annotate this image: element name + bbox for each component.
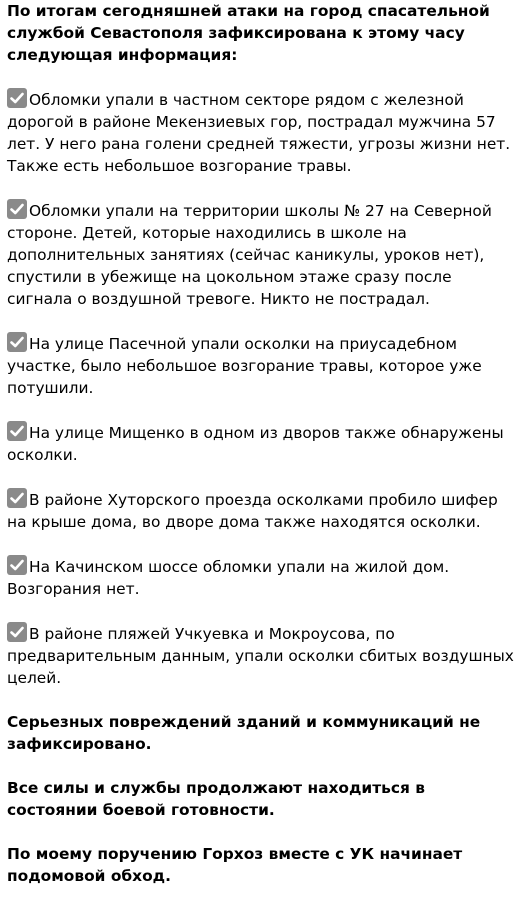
check-mark-icon (7, 488, 27, 508)
list-item (7, 421, 515, 466)
summary-damage: Серьезных повреждений зданий и коммуникаций не зафиксировано. (7, 713, 481, 753)
item-list (7, 88, 515, 689)
check-mark-icon (7, 88, 27, 108)
check-mark-icon (7, 622, 27, 642)
list-item (7, 88, 515, 177)
check-mark-icon (7, 555, 27, 575)
list-item (7, 199, 515, 310)
intro-paragraph: По итогам сегодняшней атаки на город спасательной службой Севастополя зафиксирована к этому часу следующая информация: (7, 2, 490, 64)
list-item-text: На Качинском шоссе обломки упали на жилой дом. Возгорания нет. (7, 558, 450, 598)
list-item-text: Обломки упали на территории школы № 27 на Северной стороне. Детей, которые находились в школе на дополнительных занятиях (сейчас каникулы, уроков нет), спустили в убежище на цокольном этаже сразу после сигнала о воздушной тревоге. Никто не пострадал. (7, 202, 492, 308)
list-item (7, 555, 515, 600)
list-item-text: На улице Мищенко в одном из дворов также обнаружены осколки. (7, 424, 504, 464)
list-item-text: В районе пляжей Учкуевка и Мокроусова, по предварительным данным, упали осколки сбитых воздушных целей. (7, 625, 514, 687)
document (7, 0, 515, 909)
list-item (7, 488, 515, 533)
check-mark-icon (7, 332, 27, 352)
check-mark-icon (7, 199, 27, 219)
list-item (7, 622, 515, 689)
list-item-text: В районе Хуторского проезда осколками пробило шифер на крыше дома, во дворе дома также находятся осколки. (7, 491, 498, 531)
list-item-text: Обломки упали в частном секторе рядом с железной дорогой в районе Мекензиевых гор, пострадал мужчина 57 лет. У него рана голени средней тяжести, угрозы жизни нет. Также есть небольшое возгорание травы. (7, 91, 511, 175)
list-item (7, 332, 515, 399)
summary-inspection: По моему поручению Горхоз вместе с УК начинает подомовой обход. (7, 845, 463, 885)
summary-readiness: Все силы и службы продолжают находиться в состоянии боевой готовности. (7, 779, 425, 819)
list-item-text: На улице Пасечной упали осколки на приусадебном участке, было небольшое возгорание травы, которое уже потушили. (7, 335, 482, 397)
check-mark-icon (7, 421, 27, 441)
